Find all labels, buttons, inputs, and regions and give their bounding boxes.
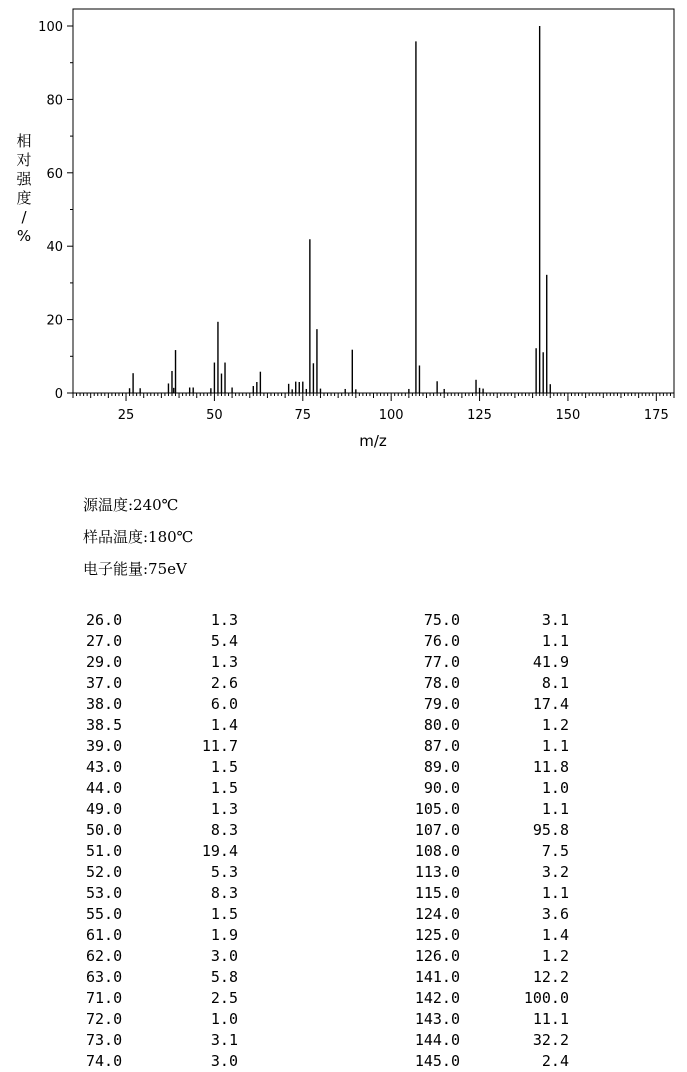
abundance-value: 3.0	[210, 947, 238, 965]
mz-value: 72.0	[86, 1010, 123, 1028]
mz-value: 44.0	[86, 779, 123, 797]
abundance-value: 5.3	[210, 863, 238, 881]
table-row	[0, 778, 687, 799]
mz-value: 50.0	[86, 821, 123, 839]
abundance-value: 3.6	[541, 905, 569, 923]
abundance-value: 1.2	[541, 947, 569, 965]
abundance-value: 1.5	[210, 758, 238, 776]
table-row	[0, 757, 687, 778]
y-axis-title-char: 相	[16, 132, 32, 150]
electron-energy: 电子能量:75eV	[83, 560, 187, 578]
table-row	[0, 1051, 687, 1072]
y-tick-label: 100	[38, 20, 63, 35]
mz-value: 126.0	[414, 947, 460, 965]
mz-value: 144.0	[414, 1031, 460, 1049]
mz-value: 78.0	[423, 674, 460, 692]
abundance-value: 3.1	[210, 1031, 238, 1049]
abundance-value: 3.2	[541, 863, 569, 881]
table-row	[0, 862, 687, 883]
abundance-value: 12.2	[532, 968, 569, 986]
table-row	[0, 904, 687, 925]
y-tick-label: 0	[54, 387, 63, 402]
mz-value: 73.0	[86, 1031, 123, 1049]
table-row	[0, 1009, 687, 1030]
table-row	[0, 883, 687, 904]
spectrum-peaks	[130, 26, 551, 393]
table-row	[0, 673, 687, 694]
mz-value: 125.0	[414, 926, 460, 944]
mz-value: 124.0	[414, 905, 460, 923]
x-tick-label: 25	[117, 408, 135, 423]
y-axis-title-char: 强	[16, 170, 32, 188]
abundance-value: 1.3	[210, 653, 238, 671]
abundance-value: 8.3	[210, 884, 238, 902]
abundance-value: 1.1	[541, 884, 569, 902]
mz-value: 143.0	[414, 1010, 460, 1028]
x-tick-label: 50	[206, 408, 223, 423]
mz-value: 115.0	[414, 884, 460, 902]
mz-value: 26.0	[86, 611, 123, 629]
mz-value: 52.0	[86, 863, 123, 881]
abundance-value: 2.5	[210, 989, 238, 1007]
y-axis-title-char: 对	[16, 151, 32, 169]
mz-value: 108.0	[414, 842, 460, 860]
abundance-value: 1.4	[210, 716, 238, 734]
mz-value: 37.0	[86, 674, 123, 692]
mz-value: 89.0	[423, 758, 460, 776]
mz-value: 27.0	[86, 632, 123, 650]
abundance-value: 8.3	[210, 821, 238, 839]
mz-value: 87.0	[423, 737, 460, 755]
abundance-value: 1.3	[210, 611, 238, 629]
x-tick-label: 150	[555, 408, 581, 423]
mz-value: 38.0	[86, 695, 123, 713]
table-row	[0, 967, 687, 988]
mz-value: 61.0	[86, 926, 123, 944]
abundance-value: 6.0	[210, 695, 238, 713]
abundance-value: 3.1	[541, 611, 569, 629]
abundance-value: 95.8	[532, 821, 569, 839]
y-tick-label: 80	[46, 93, 63, 109]
table-row	[0, 841, 687, 862]
abundance-value: 1.0	[210, 1010, 238, 1028]
abundance-value: 2.6	[210, 674, 238, 692]
mz-value: 142.0	[414, 989, 460, 1007]
table-row	[0, 715, 687, 736]
abundance-value: 19.4	[201, 842, 238, 860]
y-axis-title	[16, 132, 32, 245]
abundance-value: 1.1	[541, 632, 569, 650]
abundance-value: 1.3	[210, 800, 238, 818]
x-tick-label: 175	[643, 408, 669, 423]
abundance-value: 11.1	[532, 1010, 569, 1028]
sample-temperature: 样品温度:180℃	[83, 528, 194, 546]
abundance-value: 100.0	[523, 989, 569, 1007]
abundance-value: 11.8	[532, 758, 569, 776]
mz-value: 77.0	[423, 653, 460, 671]
mass-spectrum-chart	[0, 0, 687, 460]
table-row	[0, 631, 687, 652]
mz-value: 39.0	[86, 737, 123, 755]
table-row	[0, 694, 687, 715]
x-tick-label: 100	[378, 408, 404, 423]
y-axis-title-char: 度	[16, 189, 32, 207]
abundance-value: 41.9	[532, 653, 569, 671]
y-axis-title-char: %	[16, 227, 32, 245]
mz-value: 43.0	[86, 758, 123, 776]
x-axis-title: m/z	[359, 432, 387, 450]
mz-value: 51.0	[86, 842, 123, 860]
mz-value: 63.0	[86, 968, 123, 986]
abundance-value: 5.4	[210, 632, 238, 650]
mz-value: 55.0	[86, 905, 123, 923]
x-axis	[73, 393, 674, 423]
y-axis	[38, 20, 73, 402]
x-tick-label: 75	[294, 408, 312, 423]
abundance-value: 8.1	[541, 674, 569, 692]
table-row	[0, 799, 687, 820]
table-row	[0, 610, 687, 631]
table-row	[0, 988, 687, 1009]
abundance-value: 1.2	[541, 716, 569, 734]
x-tick-label: 125	[467, 408, 492, 423]
abundance-value: 3.0	[210, 1052, 238, 1070]
abundance-value: 7.5	[541, 842, 569, 860]
abundance-value: 1.1	[541, 737, 569, 755]
abundance-value: 1.0	[541, 779, 569, 797]
mz-value: 38.5	[86, 716, 123, 734]
mz-value: 113.0	[414, 863, 460, 881]
mz-value: 49.0	[86, 800, 123, 818]
source-temperature: 源温度:240℃	[83, 496, 179, 514]
mz-value: 90.0	[423, 779, 460, 797]
table-row	[0, 652, 687, 673]
mz-value: 71.0	[86, 989, 123, 1007]
mz-value: 107.0	[414, 821, 460, 839]
table-row	[0, 820, 687, 841]
mz-value: 76.0	[423, 632, 460, 650]
abundance-value: 17.4	[532, 695, 569, 713]
abundance-value: 1.5	[210, 905, 238, 923]
abundance-value: 1.5	[210, 779, 238, 797]
mz-value: 145.0	[414, 1052, 460, 1070]
table-row	[0, 1030, 687, 1051]
plot-frame	[73, 9, 674, 393]
y-tick-label: 40	[46, 240, 63, 256]
mz-value: 79.0	[423, 695, 460, 713]
mz-value: 105.0	[414, 800, 460, 818]
mz-value: 74.0	[86, 1052, 123, 1070]
abundance-value: 1.4	[541, 926, 569, 944]
abundance-value: 1.1	[541, 800, 569, 818]
y-tick-label: 20	[46, 313, 63, 329]
abundance-value: 1.9	[210, 926, 238, 944]
table-row	[0, 946, 687, 967]
mz-value: 29.0	[86, 653, 123, 671]
mz-value: 80.0	[423, 716, 460, 734]
y-tick-label: 60	[46, 166, 63, 182]
y-axis-title-char: /	[21, 208, 27, 226]
abundance-value: 2.4	[541, 1052, 569, 1070]
mz-value: 53.0	[86, 884, 123, 902]
mz-value: 62.0	[86, 947, 123, 965]
mz-value: 141.0	[414, 968, 460, 986]
abundance-value: 11.7	[201, 737, 238, 755]
mz-value: 75.0	[423, 611, 460, 629]
table-row	[0, 736, 687, 757]
abundance-value: 32.2	[532, 1031, 569, 1049]
abundance-value: 5.8	[210, 968, 238, 986]
table-row	[0, 925, 687, 946]
